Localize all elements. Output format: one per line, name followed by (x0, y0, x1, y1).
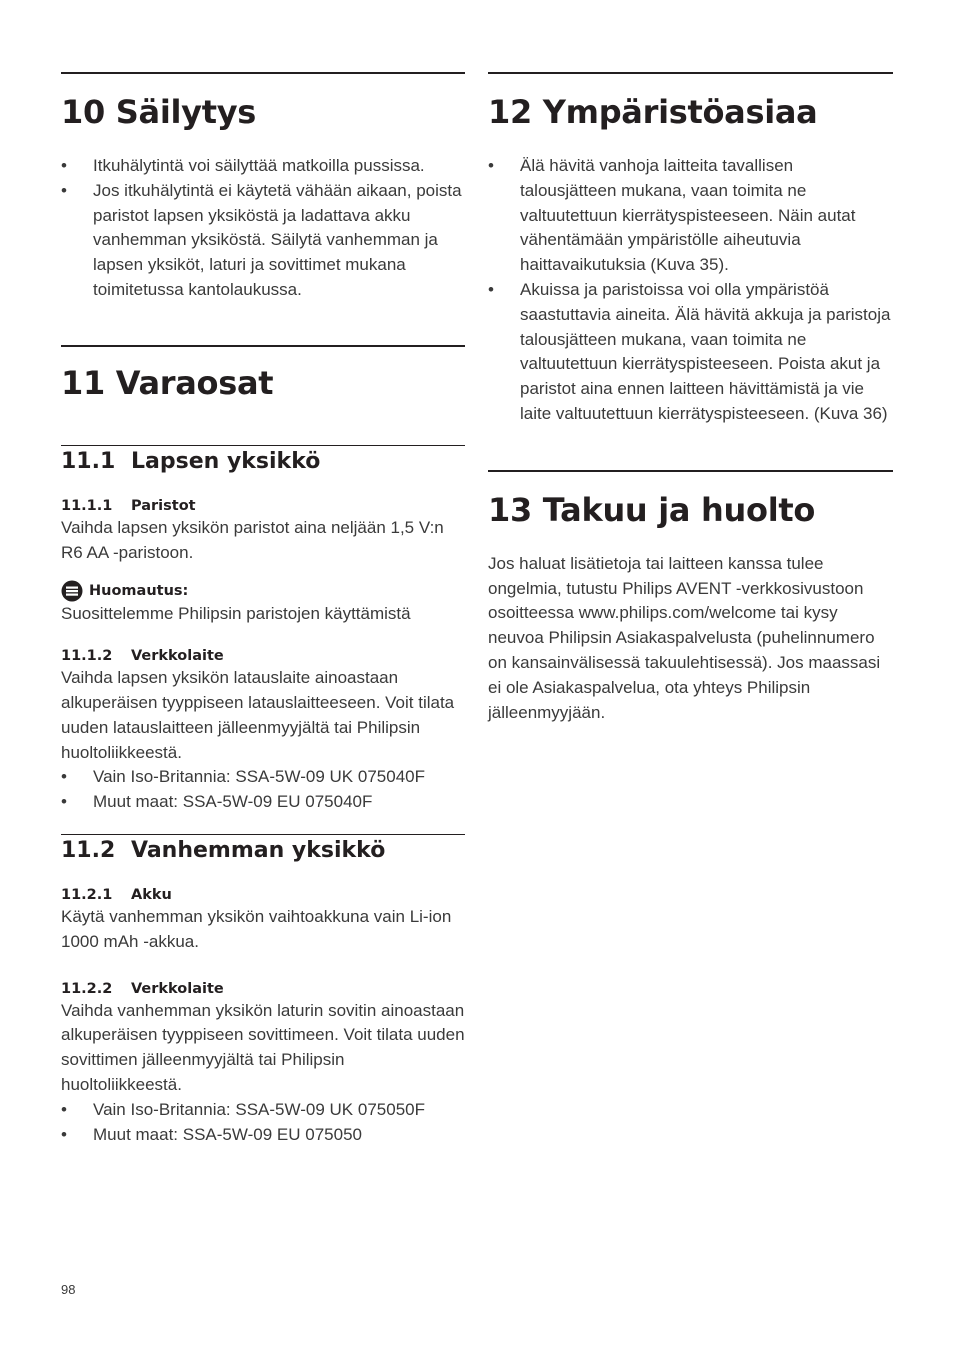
subsection-title: Vanhemman yksikkö (131, 837, 386, 863)
section-12-environment (488, 72, 893, 427)
subsection-number: 11.2 (61, 837, 116, 863)
left-column (61, 72, 465, 1147)
section-rule (488, 470, 893, 472)
section-rule (61, 72, 465, 74)
subsection-title: Akku (131, 886, 172, 903)
subsection-number: 11.1 (61, 448, 116, 474)
paragraph: Vaihda lapsen yksikön latauslaite ainoastaan alkuperäisen tyyppiseen latauslaitteeseen. Voit tilata uuden latauslaitteen jälleenmyyjältä tai Philipsin huoltoliikkeestä. (61, 668, 455, 762)
subsection-number: 11.1.2 (61, 648, 113, 665)
subsection-rule (61, 445, 465, 446)
subsection-title: Paristot (131, 497, 196, 514)
section-13-warranty (488, 470, 893, 726)
list-item: • Akuissa ja paristoissa voi olla ympäristöä saastuttavia aineita. Älä hävitä akkuja ja paristoja talousjätteen mukana, vaan toimita ne valtuutettuun kierrätyspisteeseen. Poista akut ja paristot aina ennen laitteen hävittämistä ja vie laite valtuutettuun kierrätyspisteeseen. (Kuva 36) (488, 278, 893, 427)
subsection-title: Verkkolaite (131, 980, 224, 997)
subsection-number: 11.1.1 (61, 497, 113, 514)
note-heading (61, 580, 465, 602)
list-item: • Muut maat: SSA-5W-09 EU 075040F (61, 790, 465, 815)
note-icon (61, 580, 83, 602)
right-column (488, 72, 893, 725)
model-list (61, 1098, 465, 1148)
subsection-11-2-2-heading (61, 979, 465, 999)
note-label: Huomautus: (89, 583, 189, 600)
section-10-list (61, 154, 465, 303)
section-10-title: 10 Säilytys (61, 93, 257, 131)
subsection-11-1-heading (61, 448, 465, 476)
subsection-11-1-1-heading (61, 496, 465, 516)
paragraph: Jos haluat lisätietoja tai laitteen kanssa tulee ongelmia, tutustu Philips AVENT -verkkosivustoon osoitteessa www.philips.com/welcome tai kysy neuvoa Philipsin Asiakaspalvelusta (puhelinnumero on kansainvälisessä takuulehtisessä). Jos maassasi ei ole Asiakaspalvelua, ota yhteys Philipsin jälleenmyyjään. (488, 553, 881, 722)
paragraph: Vaihda vanhemman yksikön laturin sovitin ainoastaan alkuperäisen tyyppiseen sovittimeen. Voit tilata uuden sovittimen jälleenmyyjältä tai Philipsin huoltoliikkeestä. (61, 1000, 465, 1094)
section-13-title: 13 Takuu ja huolto (488, 490, 816, 529)
list-item: • Muut maat: SSA-5W-09 EU 075050 (61, 1123, 465, 1148)
list-item: • Jos itkuhälytintä ei käytetä vähään aikaan, poista paristot lapsen yksiköstä ja ladattava akku vanhemman yksiköstä. Säilytä vanhemman ja lapsen yksiköt, laturi ja sovittimet mukana toimitetussa kantolaukussa. (61, 179, 465, 303)
section-rule (488, 72, 893, 74)
section-11-spare-parts (61, 345, 465, 1148)
section-10-storage (61, 72, 465, 303)
subsection-11-2-1-heading (61, 885, 465, 905)
subsection-title: Lapsen yksikkö (131, 448, 321, 474)
section-12-title: 12 Ympäristöasiaa (488, 93, 818, 131)
subsection-11-1-2-heading (61, 646, 465, 666)
paragraph: Käytä vanhemman yksikön vaihtoakkuna vain Li-ion 1000 mAh -akkua. (61, 906, 452, 951)
section-12-list (488, 154, 893, 427)
list-item: • Vain Iso-Britannia: SSA-5W-09 UK 075050F (61, 1098, 465, 1123)
list-item: • Älä hävitä vanhoja laitteita tavallisen talousjätteen mukana, vaan toimita ne valtuutettuun kierrätyspisteeseen. Näin autat vähentämään ympäristölle aiheutuvia haittavaikutuksia (Kuva 35). (488, 154, 893, 278)
paragraph: Vaihda lapsen yksikön paristot aina neljään 1,5 V:n R6 AA -paristoon. (61, 517, 444, 562)
model-list (61, 765, 465, 815)
subsection-rule (61, 834, 465, 835)
note-text: Suosittelemme Philipsin paristojen käyttämistä (61, 604, 411, 624)
subsection-number: 11.2.1 (61, 886, 113, 903)
page-number: 98 (61, 1282, 76, 1297)
section-rule (61, 345, 465, 347)
subsection-number: 11.2.2 (61, 980, 113, 997)
list-item: • Vain Iso-Britannia: SSA-5W-09 UK 075040F (61, 765, 465, 790)
section-11-title: 11 Varaosat (61, 363, 274, 402)
list-item: • Itkuhälytintä voi säilyttää matkoilla pussissa. (61, 154, 465, 179)
subsection-title: Verkkolaite (131, 648, 224, 665)
subsection-11-2-heading (61, 837, 465, 865)
